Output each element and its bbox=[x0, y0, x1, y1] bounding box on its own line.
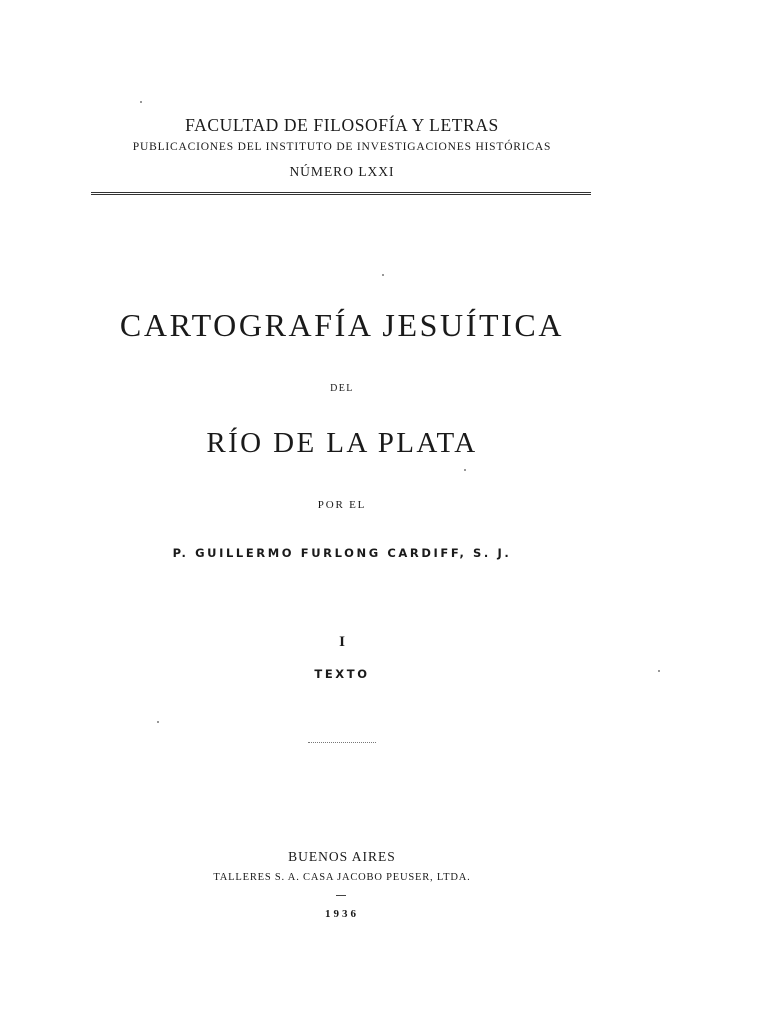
publications-series: PUBLICACIONES DEL INSTITUTO DE INVESTIGACIONES HISTÓRICAS bbox=[132, 141, 552, 153]
volume-part: TEXTO bbox=[314, 667, 370, 681]
title-connector: DEL bbox=[330, 383, 354, 394]
imprint-dash bbox=[336, 895, 346, 896]
imprint-city: BUENOS AIRES bbox=[288, 849, 396, 864]
book-subtitle: RÍO DE LA PLATA bbox=[206, 427, 478, 459]
imprint-press: TALLERES S. A. CASA JACOBO PEUSER, LTDA. bbox=[213, 872, 471, 883]
header-divider bbox=[91, 192, 591, 195]
scan-speck bbox=[382, 274, 384, 276]
faculty-heading: FACULTAD DE FILOSOFÍA Y LETRAS bbox=[185, 115, 499, 135]
book-title: CARTOGRAFÍA JESUÍTICA bbox=[119, 307, 565, 343]
volume-number: I bbox=[339, 634, 345, 650]
imprint-year: 1936 bbox=[325, 908, 359, 920]
scan-speck bbox=[464, 469, 466, 471]
scan-speck bbox=[140, 101, 142, 103]
scan-speck bbox=[157, 721, 159, 723]
scan-speck bbox=[658, 670, 660, 672]
author-name: P. GUILLERMO FURLONG CARDIFF, S. J. bbox=[172, 546, 512, 560]
series-number: NÚMERO LXXI bbox=[289, 164, 395, 179]
section-divider bbox=[308, 742, 376, 743]
author-prefix: POR EL bbox=[317, 499, 367, 511]
